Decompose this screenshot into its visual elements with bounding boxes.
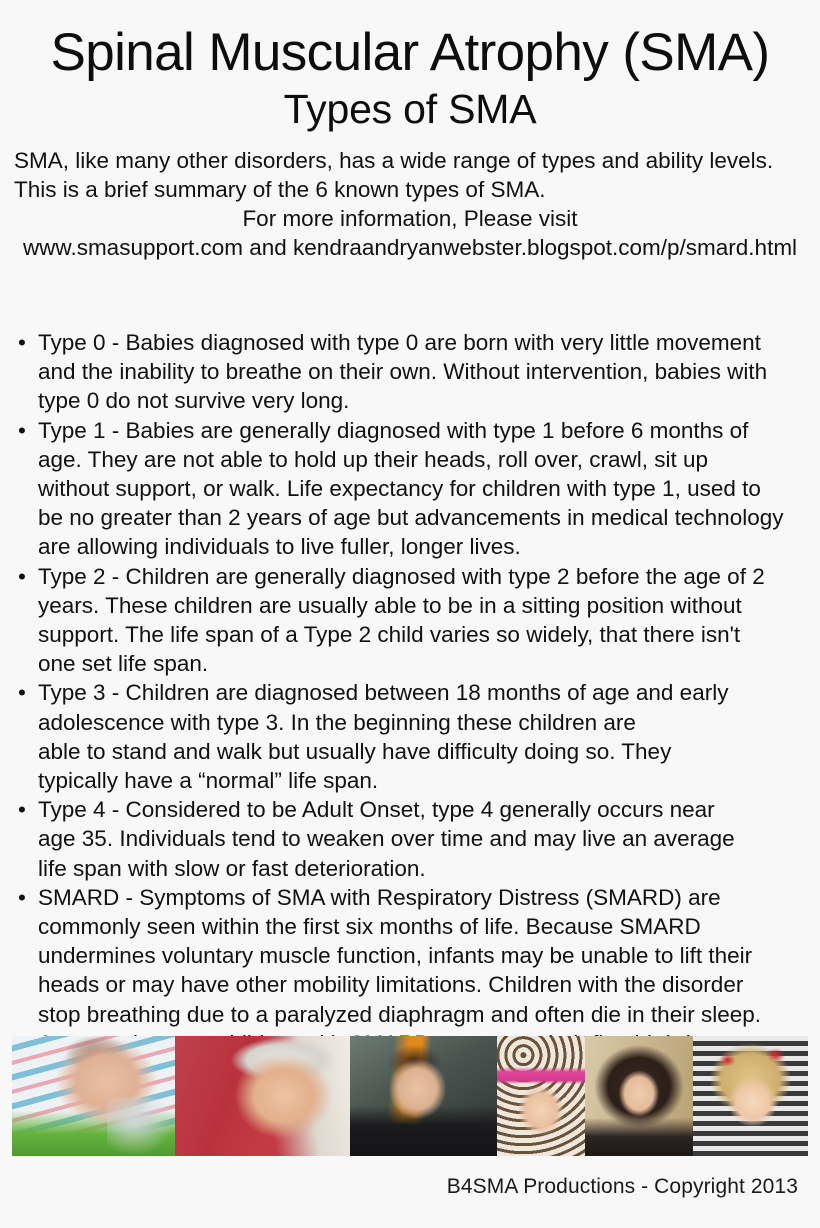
intro-line-1: SMA, like many other disorders, has a wide range of types and ability levels. <box>14 148 774 173</box>
intro-line-3: For more information, Please visit <box>242 206 578 231</box>
text-line: years. These children are usually able to be in a sitting position without <box>38 592 742 618</box>
text-line: age 35. Individuals tend to weaken over time and may live an average <box>38 826 735 852</box>
list-item-smard <box>0 883 820 1058</box>
page-subtitle: Types of SMA <box>283 86 537 132</box>
photo-image <box>12 1036 175 1156</box>
photo-infant-green-top <box>12 1036 175 1156</box>
text-line: Type 0 - Babies diagnosed with type 0 are born with very little movement <box>38 330 761 355</box>
text-line: Type 4 - Considered to be Adult Onset, type 4 generally occurs near <box>38 797 715 823</box>
list-item-type-3 <box>0 678 820 795</box>
text-line: SMARD - Symptoms of SMA with Respiratory Distress (SMARD) are <box>38 884 721 910</box>
photo-girl-leopard-hat <box>497 1036 585 1156</box>
text-line: Type 2 - Children are generally diagnosed with type 2 before the age of 2 <box>38 563 765 589</box>
bullet-marker-icon: • <box>18 797 26 823</box>
photo-image <box>497 1036 585 1156</box>
type-4-text <box>38 795 806 883</box>
photo-image <box>693 1036 808 1156</box>
type-1-text <box>38 416 806 562</box>
list-item-type-0 <box>0 328 820 416</box>
bullet-marker-icon: • <box>18 330 26 355</box>
bullet-marker-icon: • <box>18 563 26 589</box>
photo-image <box>175 1036 350 1156</box>
text-line: commonly seen within the first six months of life. Because SMARD <box>38 914 701 940</box>
photo-image <box>350 1036 497 1156</box>
text-line: are allowing individuals to live fuller, longer lives. <box>38 534 521 560</box>
text-line: be no greater than 2 years of age but advancements in medical technology <box>38 505 784 531</box>
photo-toddler-red-bows <box>693 1036 808 1156</box>
type-2-text <box>38 562 806 679</box>
intro-line-2: This is a brief summary of the 6 known types of SMA. <box>14 177 546 202</box>
text-line: typically have a “normal” life span. <box>38 768 379 794</box>
bullet-marker-icon: • <box>18 417 26 443</box>
text-line: support. The life span of a Type 2 child varies so widely, that there isn't <box>38 622 741 648</box>
bullet-marker-icon: • <box>18 680 26 706</box>
page-title: Spinal Muscular Atrophy (SMA) <box>50 23 770 82</box>
text-line: one set life span. <box>38 651 209 677</box>
text-line: type 0 do not survive very long. <box>38 388 350 414</box>
text-line: adolescence with type 3. In the beginning these children are <box>38 709 636 735</box>
list-item-type-4 <box>0 795 820 883</box>
list-item-type-1 <box>0 416 820 562</box>
title-block <box>0 0 820 134</box>
text-line: undermines voluntary muscle function, infants may be unable to lift their <box>38 943 753 969</box>
text-line: able to stand and walk but usually have difficulty doing so. They <box>38 738 672 764</box>
bullet-marker-icon: • <box>18 884 26 910</box>
text-line: and the inability to breathe on their own. Without intervention, babies with <box>38 359 768 385</box>
text-line: without support, or walk. Life expectancy for children with type 1, used to <box>38 476 761 502</box>
text-line: Type 3 - Children are diagnosed between 18 months of age and early <box>38 680 729 706</box>
photo-image <box>585 1036 693 1156</box>
intro-paragraph <box>0 146 820 262</box>
text-line: life span with slow or fast deterioration. <box>38 855 426 881</box>
text-line: stop breathing due to a paralyzed diaphragm and often die in their sleep. <box>38 1001 761 1027</box>
photo-boy-orange-jacket <box>350 1036 497 1156</box>
list-item-type-2 <box>0 562 820 679</box>
sma-types-list <box>0 328 820 1058</box>
text-line: heads or may have other mobility limitations. Children with the disorder <box>38 972 744 998</box>
type-3-text <box>38 678 806 795</box>
text-line: Type 1 - Babies are generally diagnosed with type 1 before 6 months of <box>38 417 749 443</box>
intro-line-4-links: www.smasupport.com and kendraandryanwebster.blogspot.com/p/smard.html <box>22 235 798 260</box>
type-0-text <box>38 328 806 416</box>
text-line: age. They are not able to hold up their heads, roll over, crawl, sit up <box>38 446 708 472</box>
smard-text <box>38 883 806 1058</box>
photo-strip <box>12 1036 808 1156</box>
photo-woman-glasses <box>585 1036 693 1156</box>
footer-credit: B4SMA Productions - Copyright 2013 <box>446 1175 798 1198</box>
photo-infant-red-blanket <box>175 1036 350 1156</box>
